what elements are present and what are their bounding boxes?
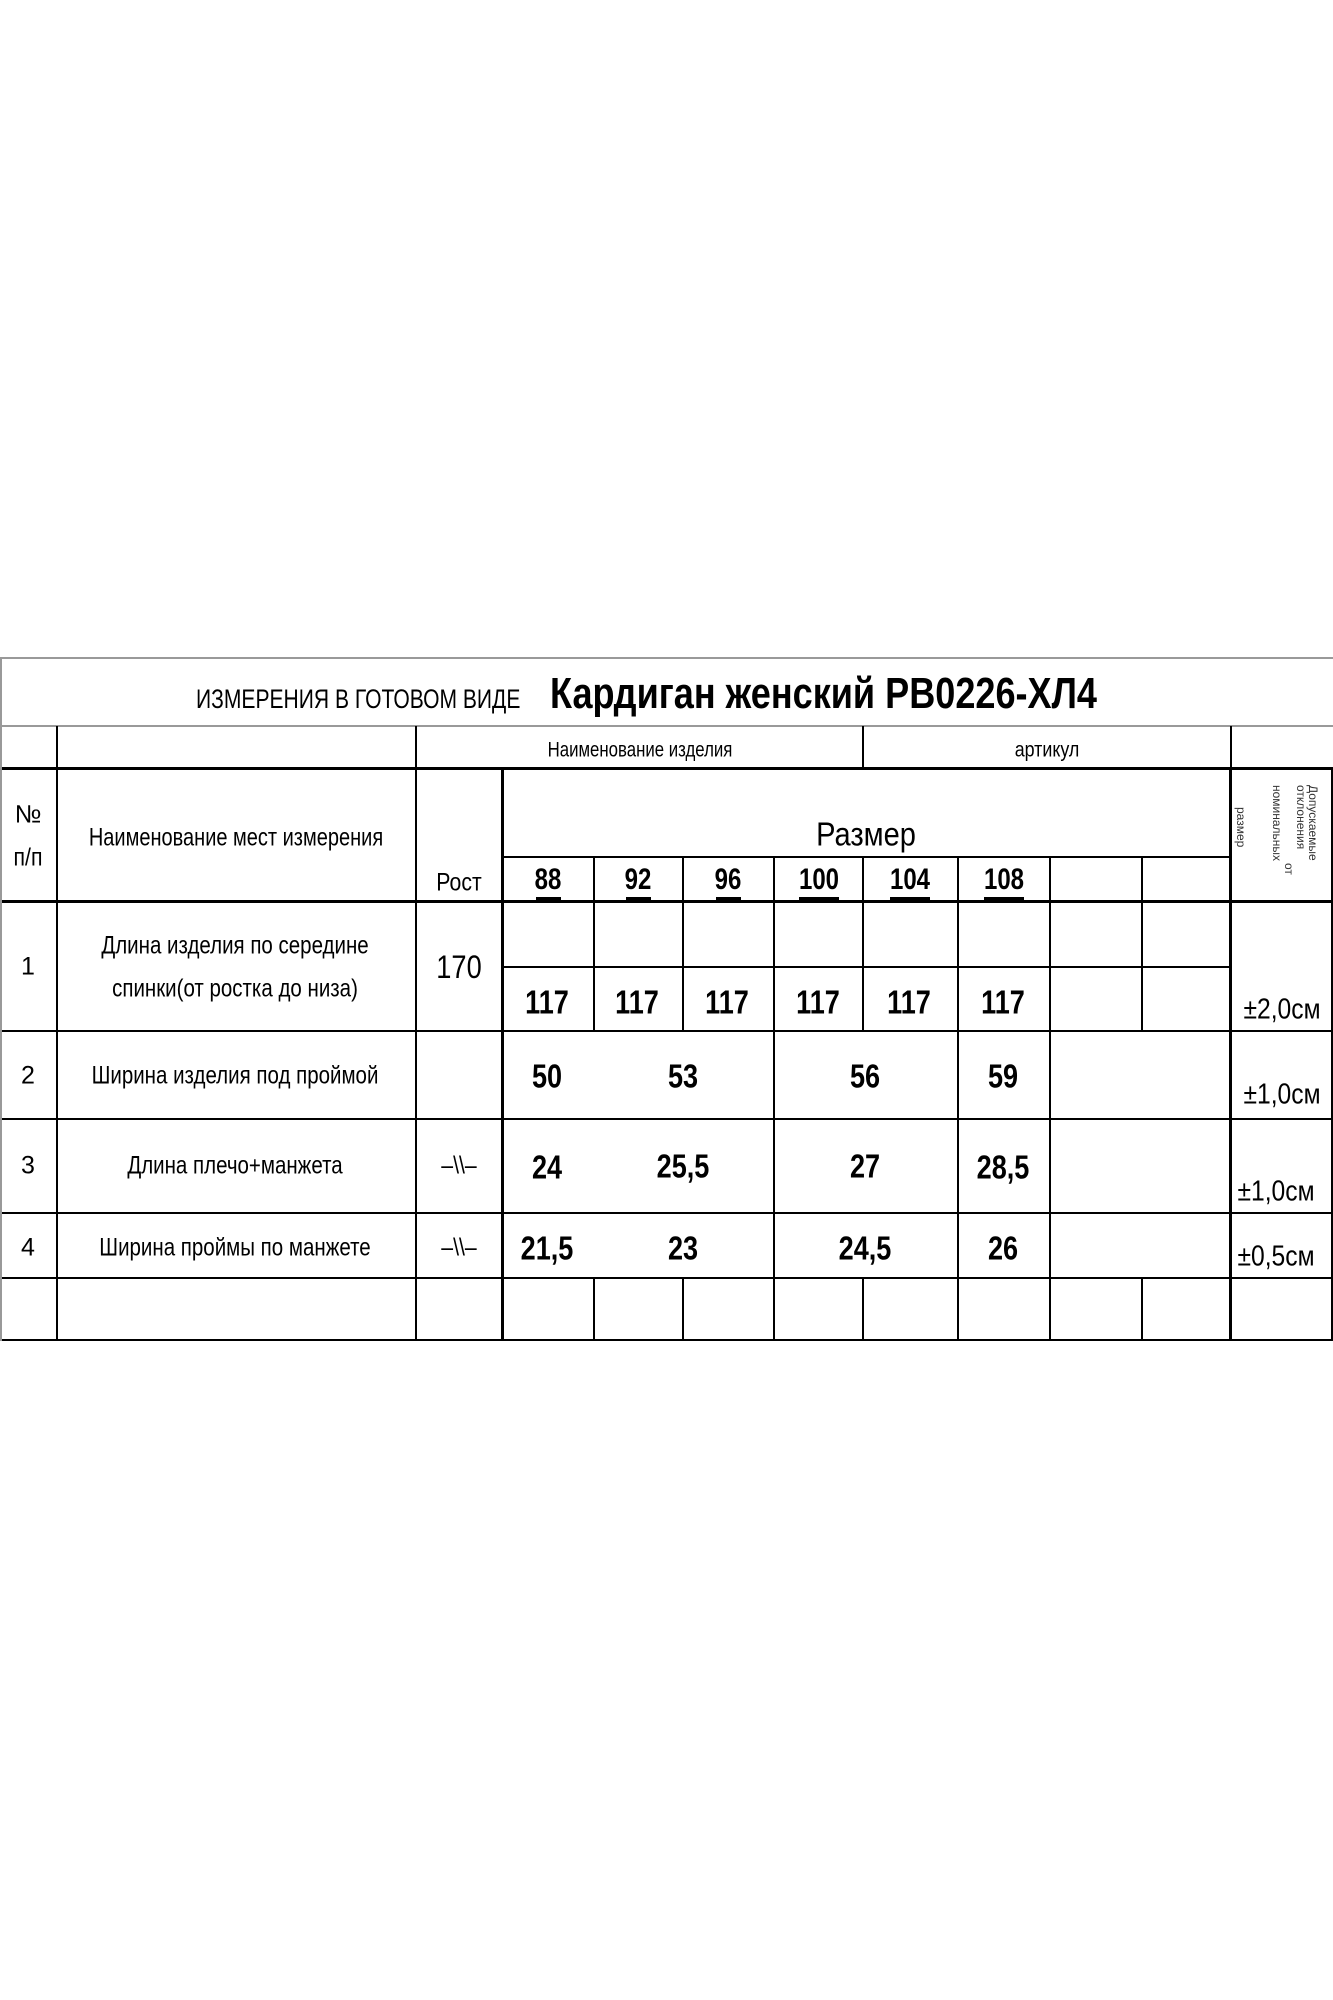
row4-height: –\\– (441, 1233, 477, 1262)
row3-num: 3 (21, 1151, 35, 1180)
size-88: 88 (534, 863, 562, 896)
row1-name-line1: Длина изделия по середине (101, 931, 369, 960)
row2-val-100-104: 56 (849, 1057, 881, 1095)
row3-tolerance: ±1,0см (1237, 1175, 1315, 1208)
border-row1-bottom (0, 1030, 1333, 1032)
row3-height: –\\– (441, 1151, 477, 1180)
vline-left (0, 657, 2, 1341)
row1-val-96: 117 (705, 983, 749, 1021)
vline-s2-b (682, 1277, 684, 1341)
row1-height: 170 (436, 949, 482, 985)
row4-val-108: 26 (987, 1229, 1019, 1267)
article-label: артикул (1014, 738, 1080, 762)
vline-num (56, 768, 58, 1341)
title-prefix: ИЗМЕРЕНИЯ В ГОТОВОМ ВИДЕ (196, 684, 521, 714)
size-92-underline (626, 897, 651, 901)
border-row2-bottom (0, 1118, 1333, 1120)
vline-s5 (957, 856, 959, 1341)
row3-val-88: 24 (531, 1148, 563, 1186)
row4-num: 4 (21, 1233, 35, 1262)
tolerance-header: Допускаемые отклонения от номинальных размер (1234, 785, 1320, 875)
row1-val-100: 117 (796, 983, 840, 1021)
row1-val-92: 117 (615, 983, 659, 1021)
vline-s1-b (593, 1277, 595, 1341)
row4-val-100-104: 24,5 (838, 1229, 892, 1267)
row2-num: 2 (21, 1061, 35, 1090)
row2-val-92-96: 53 (667, 1057, 699, 1095)
size-100: 100 (798, 863, 840, 896)
border-bottom (0, 1339, 1333, 1341)
product-name-label: Наименование изделия (547, 738, 733, 762)
border-subheader-bottom (0, 767, 1333, 770)
row2-val-88: 50 (531, 1057, 563, 1095)
row3-val-92-96: 25,5 (656, 1147, 710, 1185)
border-title-bottom (0, 725, 1333, 727)
border-header-bottom (0, 900, 1333, 903)
size-header: Размер (816, 815, 916, 853)
vline-sub-d (1230, 726, 1232, 770)
border-row3-bottom (0, 1212, 1333, 1214)
vline-sub-b (415, 726, 417, 770)
border-row4-bottom (0, 1277, 1333, 1279)
vline-s2 (682, 856, 684, 1032)
border-top (0, 657, 1333, 659)
row2-val-108: 59 (987, 1057, 1019, 1095)
size-88-underline (536, 897, 561, 901)
vline-height (501, 768, 504, 1341)
row1-name-line2: спинки(от ростка до низа) (112, 974, 358, 1003)
number-header-line2: п/п (13, 843, 43, 872)
vline-s4 (862, 856, 864, 1032)
row4-val-92-96: 23 (667, 1229, 699, 1267)
vline-name (415, 768, 417, 1341)
row4-tolerance: ±0,5см (1237, 1240, 1315, 1273)
size-96-underline (716, 897, 741, 901)
row2-tolerance: ±1,0см (1243, 1078, 1321, 1111)
row2-name: Ширина изделия под проймой (91, 1061, 379, 1090)
border-row1-mid (502, 966, 1230, 968)
row1-val-108: 117 (981, 983, 1025, 1021)
row1-tolerance: ±2,0см (1243, 993, 1321, 1026)
size-108: 108 (983, 863, 1025, 896)
height-header: Рост (436, 868, 482, 897)
vline-s6 (1049, 856, 1051, 1341)
size-108-underline (984, 897, 1024, 901)
size-104: 104 (889, 863, 931, 896)
row3-val-108: 28,5 (976, 1148, 1030, 1186)
vline-tolerance (1229, 768, 1232, 1341)
row3-val-100-104: 27 (849, 1147, 881, 1185)
size-96: 96 (714, 863, 742, 896)
size-92: 92 (624, 863, 652, 896)
vline-s7-b (1141, 1277, 1143, 1341)
page-title: Кардиган женский РВ0226-ХЛ4 (550, 669, 1097, 718)
border-size-row (502, 856, 1230, 858)
row1-val-104: 117 (887, 983, 931, 1021)
row4-name: Ширина проймы по манжете (99, 1233, 371, 1262)
vline-s7 (1141, 856, 1143, 1032)
measure-header: Наименование мест измерения (88, 823, 384, 852)
row1-num: 1 (21, 952, 35, 981)
number-header-line1: № (14, 800, 42, 829)
row4-val-88: 21,5 (520, 1229, 574, 1267)
vline-sub-c (862, 726, 864, 770)
size-100-underline (799, 897, 839, 901)
row1-val-88: 117 (525, 983, 569, 1021)
vline-s3 (773, 856, 775, 1341)
vline-s1 (593, 856, 595, 1032)
row3-name: Длина плечо+манжета (127, 1151, 343, 1180)
vline-s4-b (862, 1277, 864, 1341)
vline-sub-a (56, 726, 58, 770)
size-104-underline (890, 897, 930, 901)
